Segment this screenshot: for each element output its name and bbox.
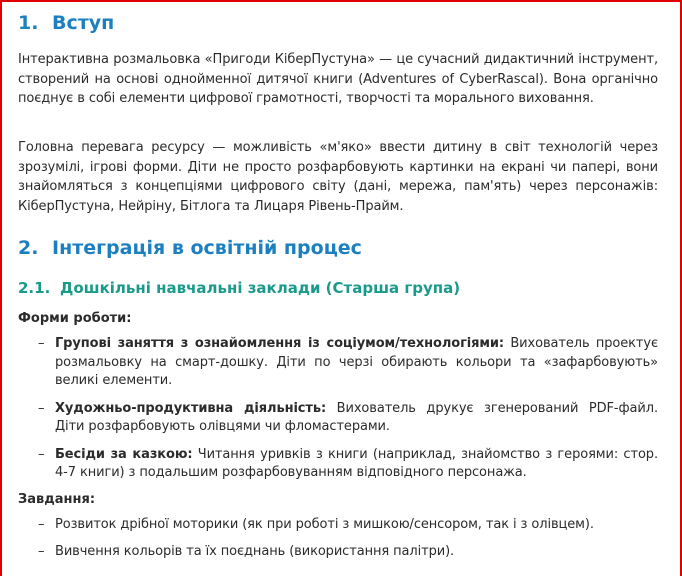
list-item (38, 335, 658, 391)
tasks-list (38, 516, 658, 569)
bullet-dash: – (38, 400, 45, 416)
subsection-number: 2.1. (18, 279, 51, 297)
bullet-dash: – (38, 336, 45, 351)
list-item-text: Читання уривків з книги (наприклад, знайомство з героями: стор. 4-7 книги) з подальшим розфарбовуванням відповідного персонажа. (55, 446, 658, 480)
section-2-title: Інтеграція в освітній процес (52, 237, 362, 259)
bullet-dash: – (38, 543, 45, 559)
list-item (38, 446, 658, 483)
list-item (38, 400, 658, 437)
section-1-title: Вступ (52, 12, 115, 34)
subsection-title: Дошкільні навчальні заклади (Старша група) (60, 279, 461, 297)
tasks-label: Завдання: (18, 492, 96, 507)
list-item-text: Вивчення кольорів та їх поєднань (використання палітри). (55, 543, 455, 559)
forms-label: Форми роботи: (18, 311, 132, 326)
section-2-heading (18, 236, 362, 260)
list-item-text: Розвиток дрібної моторики (як при роботі з мишкою/сенсором, так і з олівцем). (55, 517, 594, 532)
intro-paragraph-1: Інтерактивна розмальовка «Пригоди КіберПустуна» — це сучасний дидактичний інструмент, створений на основі однойменної дитячої книги (Adventures of CyberRascal). Вона органічно поєднує в собі елементи цифрової грамотності, творчості та морального виховання. (18, 52, 658, 106)
section-1-number: 1. (18, 12, 39, 34)
list-item (38, 516, 658, 535)
list-item-text: Вихователь друкує згенерований PDF-файл. Діти розфарбовують олівцями чи фломастерами. (55, 400, 658, 434)
intro-paragraph-2: Головна перевага ресурсу — можливість «м'яко» ввести дитину в світ технологій через зрозумілі, ігрові форми. Діти не просто розфарбовують картинки на екрані чи папері, вони знайомляться з концепціями цифрового світу (дані, мережа, пам'ять) через персонажів: КіберПустуна, Нейріну, Бітлога та Лицаря Рівень-Прайм. (18, 140, 658, 214)
section-1-heading (18, 11, 114, 35)
list-item (38, 543, 658, 562)
list-item-term: Бесіди за казкою: (55, 446, 193, 462)
subsection-2-1-heading (18, 278, 460, 298)
list-item-text: Вихователь проектує розмальовку на смарт-дошку. Діти по черзі обирають кольори та «зафарбовують» великі елементи. (55, 336, 658, 388)
list-item-term: Групові заняття з ознайомлення із соціумом/технологіями: (55, 336, 505, 351)
section-2-number: 2. (18, 237, 39, 259)
forms-list (38, 335, 658, 492)
bullet-dash: – (38, 517, 45, 532)
list-item-term: Художньо-продуктивна діяльність: (55, 400, 327, 416)
bullet-dash: – (38, 446, 45, 462)
